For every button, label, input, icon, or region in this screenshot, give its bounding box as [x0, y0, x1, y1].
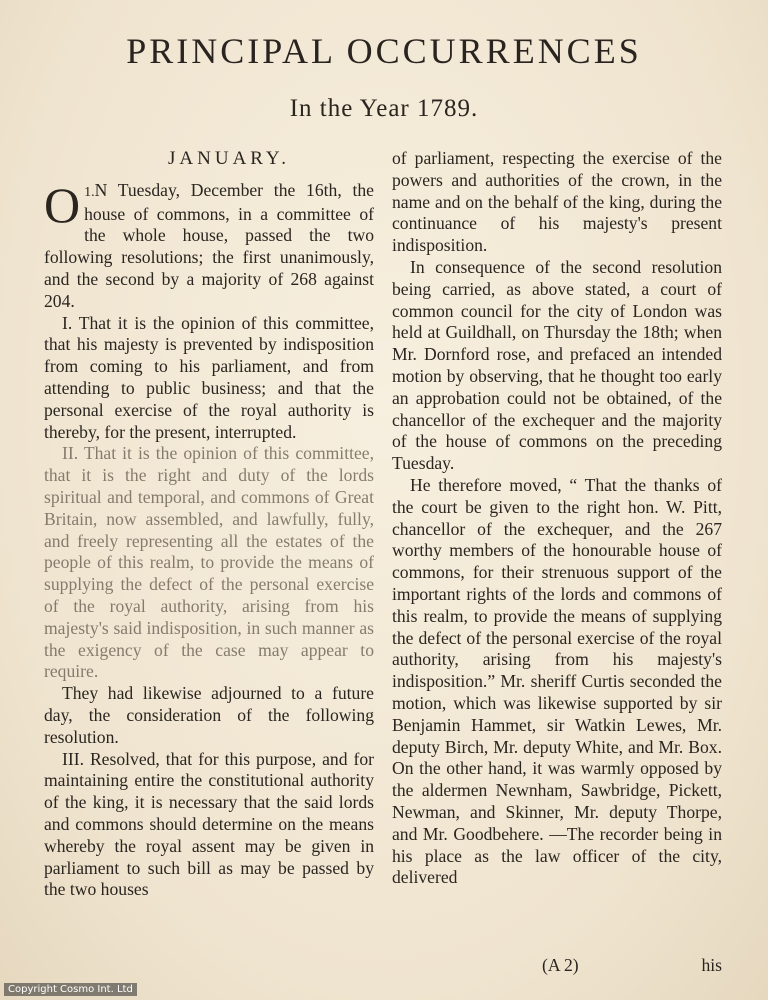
paragraph-resolution-1: I. That it is the opinion of this committee, that his majesty is prevented by indisposition from coming to his parliament, and from attending to public business; and that the personal exercise of the royal authority is thereby, for the present, interrupted.	[44, 312, 374, 442]
paragraph-continuation: of parliament, respecting the exercise of the powers and authorities of the crown, in the name and on the behalf of the king, during the continuance of his majesty's present indisposition.	[392, 148, 722, 256]
paragraph-resolution-2: II. That it is the opinion of this committee, that it is the right and duty of the lords spiritual and temporal, and commons of Great Britain, now assembled, and lawfully, fully, and freely representing all the estates of the people of this realm, to provide the means of supplying the defect of the personal exercise of the royal authority, arising from his majesty's said indisposition, in such manner as the exigency of the case may appear to require.	[44, 443, 374, 682]
paragraph-common-council: In consequence of the second resolution being carried, as above stated, a court of common council for the city of London was held at Guildhall, on Thursday the 18th; when Mr. Dornford rose, and prefaced an intended motion by observing, that he thought too early an approbation could not be obtained, of the chancellor of the exchequer and the majority of the house of commons on the preceding Tuesday.	[392, 256, 722, 474]
day-number: 1.	[84, 184, 95, 200]
paragraph-resolution-3: III. Resolved, that for this purpose, and for maintaining entire the constitutional authority of the king, it is necessary that the said lords and commons should determine on the means whereby the royal assent may be given in parliament to such bill as may be passed by the two houses	[44, 748, 374, 900]
paragraph-motion: He therefore moved, “ That the thanks of the court be given to the right hon. W. Pitt, chancellor of the exchequer, and the 267 worthy members of the honourable house of commons, for their strenuous support of the important rights of the lords and commons of this realm, to provide the means of supplying the defect of the personal exercise of the royal authority, arising from his majesty's indisposition.” Mr. sheriff Curtis seconded the motion, which was likewise supported by sir Benjamin Hammet, sir Watkin Lewes, Mr. deputy Birch, Mr. deputy White, and Mr. Box. On the other hand, it was warmly opposed by the aldermen Newnham, Sawbridge, Pickett, Newman, and Skinner, Mr. deputy Thorpe, and Mr. Goodbehere. —The recorder being in his place as the law officer of the city, delivered	[392, 474, 722, 888]
drop-cap: O	[44, 176, 81, 233]
paragraph-opening	[44, 176, 374, 313]
month-heading: JANUARY.	[168, 148, 290, 169]
opening-text: N Tuesday, December the 16th, the house of commons, in a committee of the whole house, passed the two following resolutions; the first unanimously, and the second by a majority of 268 against 204.	[44, 179, 374, 311]
page-subtitle: In the Year 1789.	[289, 95, 479, 122]
right-column	[392, 148, 722, 889]
catchword: his	[701, 955, 722, 975]
paragraph-adjourned: They had likewise adjourned to a future day, the consideration of the following resolution.	[44, 683, 374, 747]
left-column	[44, 148, 374, 901]
copyright-watermark: Copyright Cosmo Int. Ltd	[4, 983, 137, 996]
page-title: PRINCIPAL OCCURRENCES	[126, 31, 642, 71]
signature-mark: (A 2)	[542, 955, 579, 975]
